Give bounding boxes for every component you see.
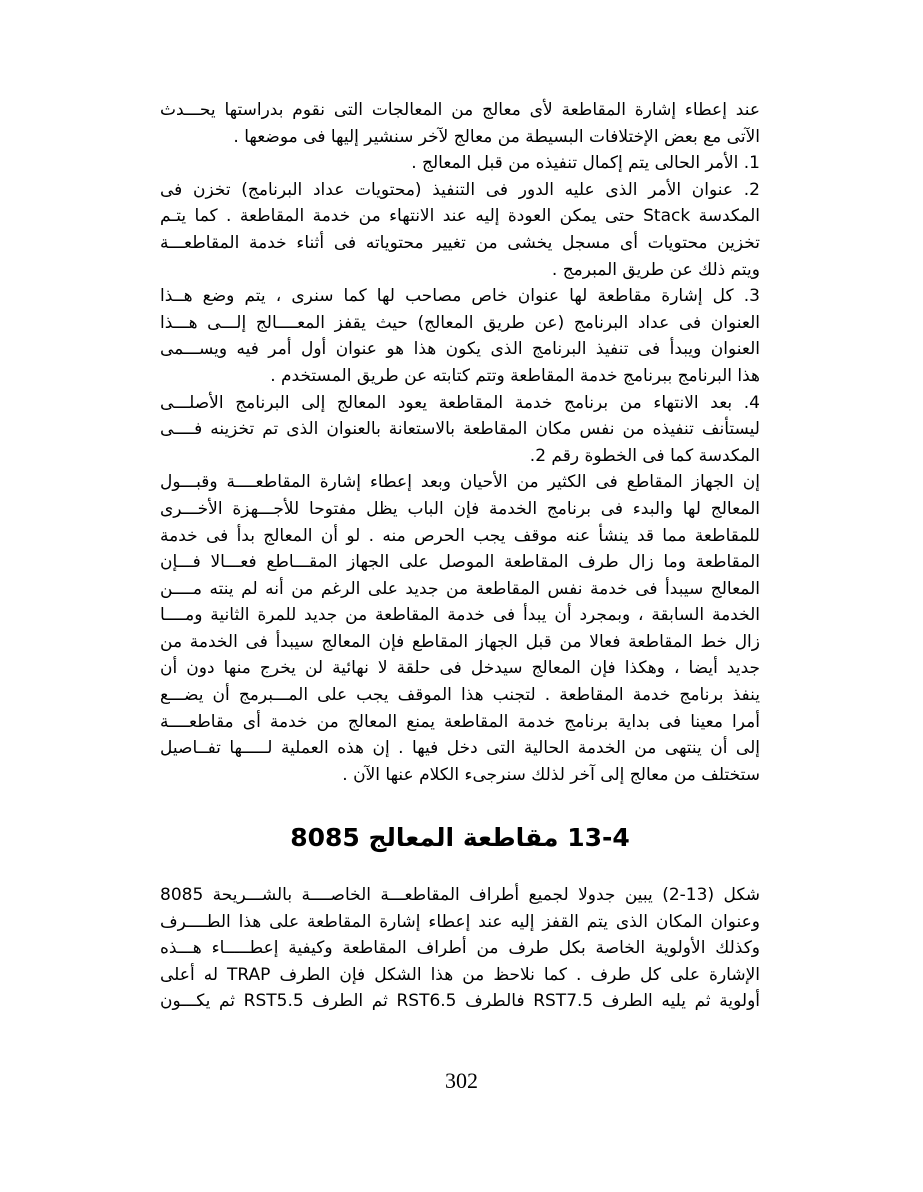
text-line: ليستأنف تنفيذه من نفس مكان المقاطعة بالاستعانة بالعنوان الذى تم تخزينه فــــى bbox=[160, 419, 760, 440]
list-item-3: 3. كل إشارة مقاطعة لها عنوان خاص مصاحب لها كما سنرى ، يتم وضع هــذا bbox=[160, 286, 760, 307]
text-line: الخدمة السابقة ، وبمجرد أن يبدأ فى خدمة المقاطعة من جديد للمرة الثانية ومــــا bbox=[160, 605, 760, 626]
text-line: إن الجهاز المقاطع فى الكثير من الأحيان وبعد إعطاء إشارة المقاطعــــة وقبـــول bbox=[160, 472, 760, 493]
text-line: جديد أيضا ، وهكذا فإن المعالج سيدخل فى حلقة لا نهائية لن يخرج منها دون أن bbox=[160, 658, 760, 679]
text-line: المعالج لها والبدء فى برنامج الخدمة فإن الباب يظل مفتوحا للأجـــهزة الأخـــرى bbox=[160, 498, 760, 519]
text-line: إلى أن ينتهى من الخدمة الحالية التى دخل فيها . إن هذه العملية لـــــها تفــاصيل bbox=[160, 738, 760, 759]
text-line: الإشارة على كل طرف . كما نلاحظ من هذا الشكل فإن الطرف TRAP له أعلى bbox=[160, 964, 760, 985]
section-heading: 13-4 مقاطعة المعالج 8085 bbox=[290, 823, 630, 852]
section-text-block bbox=[160, 882, 760, 1015]
main-text-block bbox=[160, 97, 760, 788]
text-line: وكذلك الأولوية الخاصة بكل طرف من أطراف المقاطعة وكيفية إعطـــــاء هـــذه bbox=[160, 938, 760, 959]
text-line: المعالج سيبدأ فى خدمة نفس المقاطعة من جديد على الرغم من أنه لم ينته مــــن bbox=[160, 578, 760, 599]
text-line: عند إعطاء إشارة المقاطعة لأى معالج من المعالجات التى نقوم بدراستها يحـــدث bbox=[160, 100, 760, 120]
text-line: العنوان فى عداد البرنامج (عن طريق المعالج) حيث يقفز المعــــالج إلـــى هـــذا bbox=[160, 312, 760, 333]
text-line: العنوان ويبدأ فى تنفيذ البرنامج الذى يكون هذا هو عنوان أول أمر فيه ويســـمى bbox=[160, 339, 760, 360]
text-line: شكل (13-2) يبين جدولا لجميع أطراف المقاطعـــة الخاصــــة بالشـــريحة 8085 bbox=[160, 885, 760, 905]
list-item-1: 1. الأمر الحالى يتم إكمال تنفيذه من قبل المعالج . bbox=[411, 153, 760, 174]
text-line: وعنوان المكان الذى يتم القفز إليه عند إعطاء إشارة المقاطعة على هذا الطــــرف bbox=[160, 911, 760, 932]
text-line: للمقاطعة مما قد ينشأ عنه موقف يجب الحرص منه . لو أن المعالج بدأ فى خدمة bbox=[160, 525, 760, 546]
text-line: المقاطعة وما زال طرف المقاطعة الموصل على الجهاز المقـــاطع فعـــالا فـــإن bbox=[160, 552, 760, 573]
text-line: ستختلف من معالج إلى آخر لذلك سنرجىء الكلام عنها الآن . bbox=[342, 764, 760, 785]
page-number: 302 bbox=[445, 1068, 478, 1093]
text-line: المكدسة Stack حتى يمكن العودة إليه عند الانتهاء من خدمة المقاطعة . كما يتـم bbox=[160, 206, 760, 227]
text-line: زال خط المقاطعة فعالا من قبل الجهاز المقاطع فإن المعالج سيبدأ فى الخدمة من bbox=[160, 631, 760, 652]
text-line: المكدسة كما فى الخطوة رقم 2. bbox=[529, 445, 760, 466]
text-line: الآتى مع بعض الإختلافات البسيطة من معالج لآخر سنشير إليها فى موضعها . bbox=[233, 126, 760, 147]
text-line: هذا البرنامج ببرنامج خدمة المقاطعة وتتم كتابته عن طريق المستخدم . bbox=[270, 365, 760, 386]
text-line: تخزين محتويات أى مسجل يخشى من تغيير محتوياته فى أثناء خدمة المقاطعـــة bbox=[160, 232, 760, 253]
text-line: أولوية ثم يليه الطرف RST7.5 فالطرف RST6.5 ثم الطرف RST5.5 ثم يكـــون bbox=[160, 991, 760, 1012]
list-item-2: 2. عنوان الأمر الذى عليه الدور فى التنفيذ (محتويات عداد البرنامج) تخزن فى bbox=[160, 179, 760, 200]
text-line: أمرا معينا فى بداية برنامج خدمة المقاطعة يمنع المعالج من خدمة أى مقاطعــــة bbox=[160, 711, 760, 732]
text-line: ينفذ برنامج خدمة المقاطعة . لتجنب هذا الموقف يجب على المـــبرمج أن يضـــع bbox=[160, 685, 760, 706]
list-item-4: 4. بعد الانتهاء من برنامج خدمة المقاطعة يعود المعالج إلى البرنامج الأصلـــى bbox=[160, 392, 760, 413]
text-line: ويتم ذلك عن طريق المبرمج . bbox=[551, 259, 760, 280]
